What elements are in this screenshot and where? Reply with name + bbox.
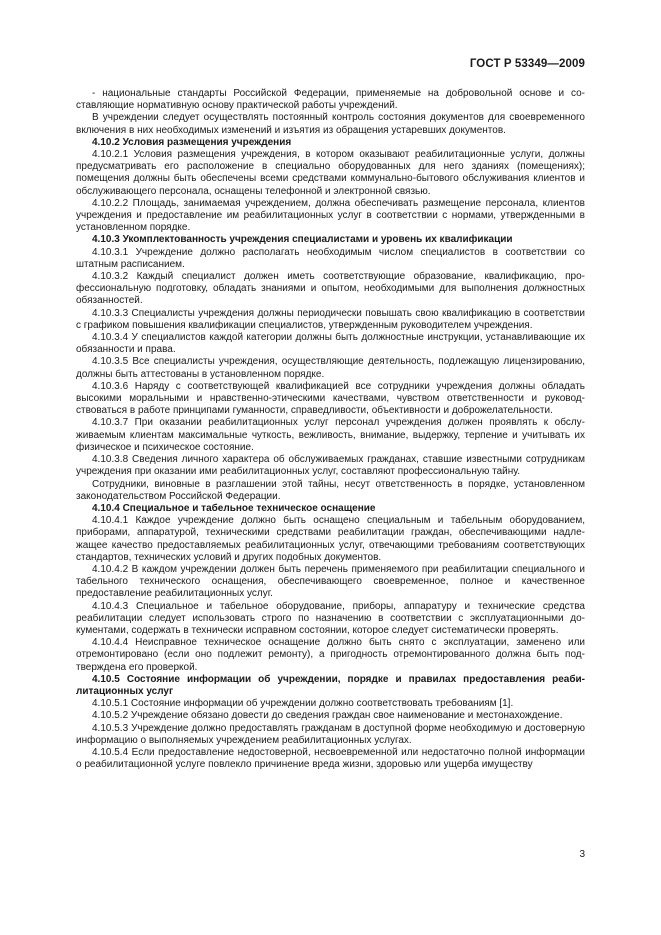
document-header: ГОСТ Р 53349—2009 [469,58,585,70]
page-number: 3 [579,849,585,860]
paragraph: 4.10.3.1 Учреждение должно располагать необходимым числом специалистов в соответствии со штатным расписанием. [76,246,585,270]
document-body [76,88,585,771]
paragraph: 4.10.3.5 Все специалисты учреждения, осуществляющие деятельность, подлежащую лицензированию, должны быть аттестованы в установленном порядке. [76,356,585,380]
paragraph: 4.10.3.7 При оказании реабилитационных услуг персонал учреждения должен проявлять к обслуживаемым клиентам максимальные чуткость, вежливость, внимание, выдержку, терпение и учитывать их физическое и психическое состояние. [76,417,585,453]
paragraph: В учреждении следует осуществлять постоянный контроль состояния документов для своевременного включения в них необходимых изменений и изъятия из обращения устаревших документов. [76,112,585,136]
paragraph: 4.10.2.1 Условия размещения учреждения, в котором оказывают реабилитационные услуги, должны предусматривать его расположение в специально оборудованных для него зданиях (помещениях); помещения должны быть обеспечены всеми средствами коммунально-бытового обслуживания клиентов и обслуживающего персонала, оснащены телефонной и электронной связью. [76,149,585,197]
paragraph: - национальные стандарты Российской Федерации, применяемые на добровольной основе и составляющие нормативную основу практической работы учреждений. [76,88,585,112]
paragraph: 4.10.4.2 В каждом учреждении должен быть перечень применяемого при реабилитации специального и табельного технического оснащения, обеспечивающего своевременное, полное и качественное предоставление реабилитационных услуг. [76,563,585,600]
paragraph: 4.10.5.2 Учреждение обязано довести до сведения граждан свое наименование и местонахождение. [92,710,563,722]
paragraph: 4.10.3.2 Каждый специалист должен иметь соответствующие образование, квалификацию, профессиональную подготовку, обладать знаниями и опытом, необходимыми для выполнения должностных обязанностей. [76,271,585,307]
paragraph: 4.10.5.4 Если предоставление недостоверной, несвоевременной или недостаточно полной информации о реабилитационной услуге повлекло причинение вреда жизни, здоровью или ущерба имуществу [76,746,585,771]
paragraph: 4.10.4.3 Специальное и табельное оборудование, приборы, аппаратуру и технические средства реабилитации следует использовать строго по назначению в соответствии с эксплуатационными документами, содержать в технически исправном состоянии, которое следует систематически проверять. [76,600,585,636]
paragraph: 4.10.5.3 Учреждение должно предоставлять гражданам в доступной форме необходимую и достоверную информацию о выполняемых учреждением реабилитационных услугах. [76,722,585,746]
paragraph: 4.10.4.4 Неисправное техническое оснащение должно быть снято с эксплуатации, заменено или отремонтировано (если оно подлежит ремонту), а пригодность отремонтированного должна быть подтверждена его проверкой. [76,637,585,673]
paragraph: 4.10.3.3 Специалисты учреждения должны периодически повышать свою квалификацию в соответствии с графиком повышения квалификации специалистов, утвержденным руководителем учреждения. [76,307,585,331]
paragraph: 4.10.2.2 Площадь, занимаемая учреждением, должна обеспечивать размещение персонала, клиентов учреждения и предоставление им реабилитационных услуг в соответствии с нормами, утвержденными в установленном порядке. [76,197,585,234]
section-heading: 4.10.3 Укомплектованность учреждения специалистами и уровень их квалификации [92,234,513,246]
paragraph: 4.10.3.8 Сведения личного характера об обслуживаемых гражданах, ставшие известными сотрудникам учреждения при оказании ими реабилитационных услуг, составляют профессиональную тайну. [76,454,585,478]
paragraph: Сотрудники, виновные в разглашении этой тайны, несут ответственность в порядке, установленном законодательством Российской Федерации. [76,478,585,502]
section-heading: 4.10.2 Условия размещения учреждения [92,136,292,148]
section-heading: 4.10.4 Специальное и табельное техническое оснащение [92,502,376,514]
paragraph: 4.10.3.4 У специалистов каждой категории должны быть должностные инструкции, устанавливающие их обязанности и права. [76,332,585,356]
paragraph: 4.10.3.6 Наряду с соответствующей квалификацией все сотрудники учреждения должны обладать высокими моральными и нравственно-этическими качествами, чувством ответственности и руководствоваться в работе принципами гуманности, справедливости, объективности и доброжелательности. [76,380,585,417]
section-heading: 4.10.5 Состояние информации об учреждении, порядке и правилах предоставления реабилитационных услуг [76,673,585,697]
paragraph: 4.10.5.1 Состояние информации об учреждении должно соответствовать требованиям [1]. [92,698,514,710]
paragraph: 4.10.4.1 Каждое учреждение должно быть оснащено специальным и табельным оборудованием, приборами, аппаратурой, техническими средствами реабилитации граждан, обеспечивающими надлежащее качество предоставляемых реабилитационных услуг, отвечающими требованиям соответствующих стандартов, технических условий и других подобных документов. [76,515,585,563]
